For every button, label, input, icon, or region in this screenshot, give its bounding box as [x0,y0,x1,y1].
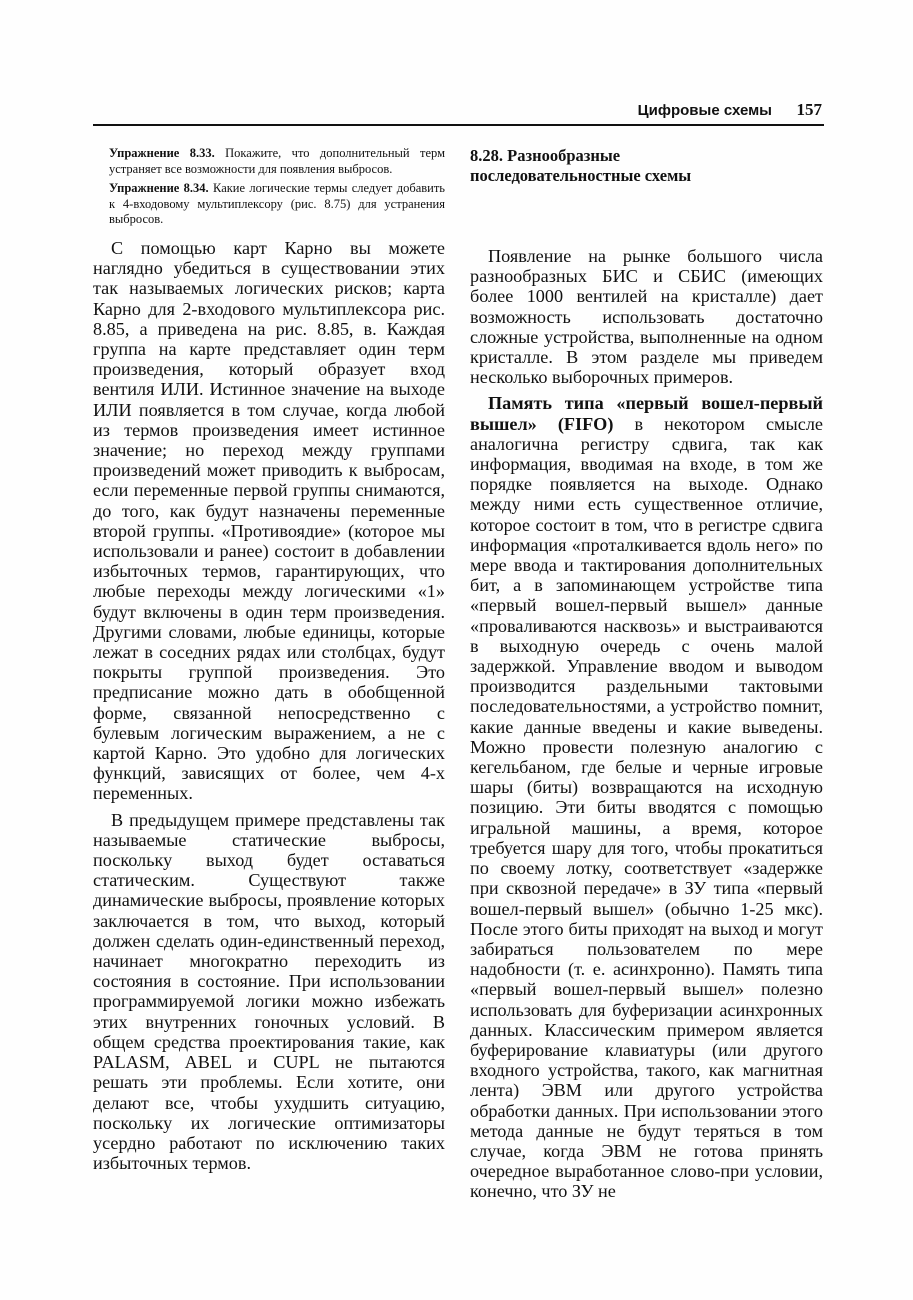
left-paragraph-static-glitches: В предыдущем примере представлены так называемые статические выбросы, поскольку выход будет оставаться статическим. Существуют также динамические выбросы, проявление которых заключается в том, что выход, который должен сделать один-единственный переход, начинает многократно переходить из состояния в состояние. При использовании программируемой логики можно избежать этих внутренних гоночных условий. В общем средства проектирования такие, как PALASM, ABEL и CUPL не пытаются решать эти проблемы. Если хотите, они делают все, чтобы ухудшить ситуацию, поскольку их логические оптимизаторы усердно работают по исключению таких избыточных термов. [93,809,445,1174]
fifo-run-in-heading: Память типа «первый вошел-первый вышел» (FIFO) [470,393,823,434]
fifo-paragraph-text: в некотором смысле аналогична регистру сдвига, так как информация, вводимая на входе, в том же порядке появляется на выходе. Однако между ними есть существенное отличие, которое состоит в том, что в регистре сдвига информация «проталкивается вдоль него» по мере ввода и тактирования дополнительных бит, а в запоминающем устройстве типа «первый вошел-первый вышел» данные «проваливаются насквозь» и выстраиваются в выходную очередь с очень малой задержкой. Управление вводом и выводом производится раздельными тактовыми последовательностями, а устройство помнит, какие данные введены и какие выведены. Можно провести полезную аналогию с кегельбаном, где белые и черные игровые шары (биты) возвращаются на исходную позицию. Эти биты вводятся с помощью игральной машины, а время, которое требуется шару для того, чтобы прокатиться по своему лотку, соответствует «задержке при сквозной передаче» в ЗУ типа «первый вошел-первый вышел» (обычно 1-25 мкс). После этого биты приходят на выход и могут забираться пользователем по мере надобности (т. е. асинхронно). Память типа «первый вошел-первый вышел» полезно использовать для буферизации асинхронных данных. Классическим примером является буферирование клавиатуры (или другого входного устройства, такого, как магнитная лента) ЭВМ или другого устройства обработки данных. При использовании этого метода данные не будут теряться в том случае, когда ЭВМ не готова принять очередное выработанное слово-при условии, конечно, что ЗУ не [470,413,823,1202]
right-column [470,146,823,1202]
left-column [93,146,445,1173]
right-paragraph-intro: Появление на рынке большого числа разнообразных БИС и СБИС (имеющих более 1000 вентилей на кристалле) дает возможность использовать достаточно сложные устройства, выполненные на одном кристалле. В этом разделе мы приведем несколько выборочных примеров. [470,246,823,388]
page-number: 157 [796,100,822,119]
right-paragraph-fifo [470,393,823,1201]
exercise-8-33-text: Покажите, что дополнительный терм устраняет все возможности для появления выбросов. [109,146,445,176]
exercise-8-33-label: Упражнение 8.33. [109,146,215,160]
section-heading-line-2: последовательностные схемы [470,166,692,185]
running-head-section-title: Цифровые схемы [637,102,772,119]
exercise-8-33 [109,146,445,177]
running-head [93,100,824,126]
exercise-8-34 [109,181,445,228]
exercise-8-34-text: Какие логические термы следует добавить к 4-входовому мультиплексору (рис. 8.75) для устранения выбросов. [109,181,445,227]
section-heading-line-1: 8.28. Разнообразные [470,146,621,165]
section-heading [470,146,823,186]
exercise-8-34-label: Упражнение 8.34. [109,181,209,196]
left-paragraph-karnaugh: С помощью карт Карно вы можете наглядно убедиться в существовании этих так называемых логических рисков; карта Карно для 2-входового мультиплексора рис. 8.85, а приведена на рис. 8.85, в. Каждая группа на карте представляет один терм произведения, который образует вход вентиля ИЛИ. Истинное значение на выходе ИЛИ появляется в том случае, когда любой из термов произведения имеет истинное значение; но переход между группами произведений может приводить к выбросам, если переменные первой группы снимаются, до того, как будут назначены переменные второй группы. «Противоядие» (которое мы использовали и ранее) состоит в добавлении избыточных термов, гарантирующих, что любые переходы между логическими «1» будут включены в один терм произведения. Другими словами, любые единицы, которые лежат в соседних рядах или столбцах, будут покрыты группой произведения. Это предписание можно дать в обобщенной форме, связанной непосредственно с булевым логическим выражением, а не с картой Карно. Это удобно для логических функций, зависящих от более, чем 4-х переменных. [93,237,445,804]
